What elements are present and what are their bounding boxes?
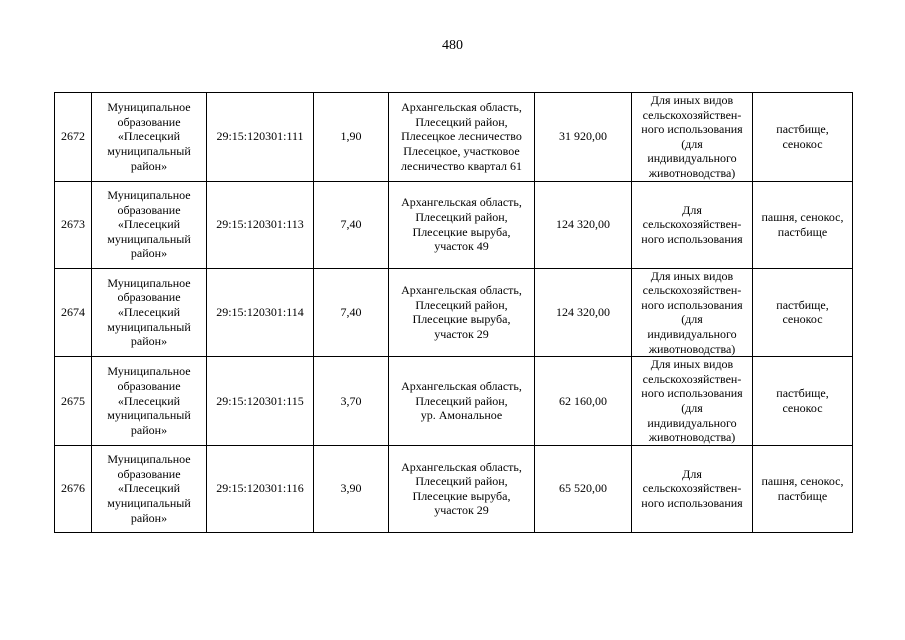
location-cell: Архангельская область, Плесецкий район, Плесецкие выруба, участок 29 xyxy=(389,268,535,357)
owner-cell: Муниципальное образование «Плесецкий муниципальный район» xyxy=(92,357,207,446)
table-row xyxy=(55,181,853,268)
location-cell: Архангельская область, Плесецкий район, Плесецкие выруба, участок 29 xyxy=(389,445,535,532)
row-number: 2674 xyxy=(55,268,92,357)
table-row xyxy=(55,445,853,532)
cadastral-number: 29:15:120301:115 xyxy=(207,357,314,446)
row-number: 2675 xyxy=(55,357,92,446)
location-cell: Архангельская область, Плесецкий район, Плесецкое лесничество Плесецкое, участковое лесничество квартал 61 xyxy=(389,93,535,182)
area-value: 7,40 xyxy=(314,268,389,357)
area-value: 1,90 xyxy=(314,93,389,182)
cadastral-number: 29:15:120301:116 xyxy=(207,445,314,532)
price-value: 124 320,00 xyxy=(535,181,632,268)
table-row xyxy=(55,268,853,357)
price-value: 31 920,00 xyxy=(535,93,632,182)
table-body xyxy=(55,93,853,533)
owner-cell: Муниципальное образование «Плесецкий муниципальный район» xyxy=(92,181,207,268)
use-cell: Для иных видов сельскохозяйствен- ного использования (для индивидуального животноводства) xyxy=(632,357,753,446)
price-value: 65 520,00 xyxy=(535,445,632,532)
area-value: 3,90 xyxy=(314,445,389,532)
cadastral-number: 29:15:120301:114 xyxy=(207,268,314,357)
use-cell: Для сельскохозяйствен- ного использования xyxy=(632,445,753,532)
price-value: 62 160,00 xyxy=(535,357,632,446)
location-cell: Архангельская область, Плесецкий район, Плесецкие выруба, участок 49 xyxy=(389,181,535,268)
row-number: 2676 xyxy=(55,445,92,532)
owner-cell: Муниципальное образование «Плесецкий муниципальный район» xyxy=(92,268,207,357)
page-number: 480 xyxy=(442,38,463,53)
table-row xyxy=(55,93,853,182)
land-type-cell: пастбище, сенокос xyxy=(753,357,853,446)
price-value: 124 320,00 xyxy=(535,268,632,357)
area-value: 3,70 xyxy=(314,357,389,446)
use-cell: Для иных видов сельскохозяйствен- ного использования (для индивидуального животноводства) xyxy=(632,93,753,182)
table-row xyxy=(55,357,853,446)
land-registry-table xyxy=(54,92,853,533)
use-cell: Для сельскохозяйствен- ного использования xyxy=(632,181,753,268)
owner-cell: Муниципальное образование «Плесецкий муниципальный район» xyxy=(92,445,207,532)
land-type-cell: пашня, сенокос, пастбище xyxy=(753,445,853,532)
row-number: 2672 xyxy=(55,93,92,182)
cadastral-number: 29:15:120301:111 xyxy=(207,93,314,182)
use-cell: Для иных видов сельскохозяйствен- ного использования (для индивидуального животноводства) xyxy=(632,268,753,357)
owner-cell: Муниципальное образование «Плесецкий муниципальный район» xyxy=(92,93,207,182)
land-type-cell: пастбище, сенокос xyxy=(753,268,853,357)
cadastral-number: 29:15:120301:113 xyxy=(207,181,314,268)
row-number: 2673 xyxy=(55,181,92,268)
land-type-cell: пастбище, сенокос xyxy=(753,93,853,182)
land-type-cell: пашня, сенокос, пастбище xyxy=(753,181,853,268)
area-value: 7,40 xyxy=(314,181,389,268)
location-cell: Архангельская область, Плесецкий район, ур. Амональное xyxy=(389,357,535,446)
